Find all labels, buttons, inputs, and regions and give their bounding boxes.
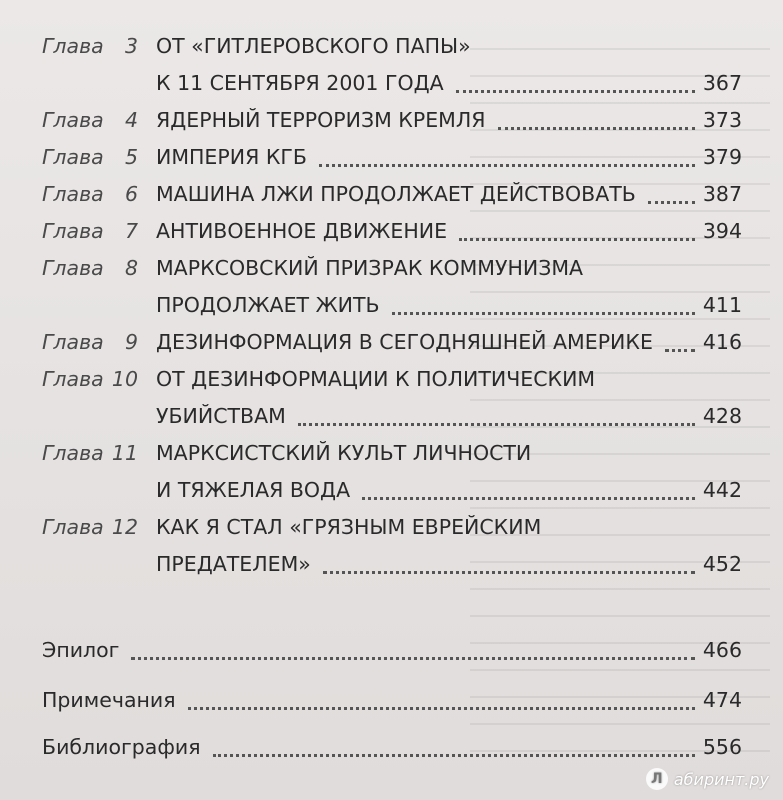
chapter-title-line (156, 287, 742, 324)
toc-chapter-entry[interactable] (42, 139, 742, 176)
chapter-label: Глава (42, 219, 104, 243)
back-matter-line (42, 682, 742, 719)
chapter-title: МАШИНА ЛЖИ ПРОДОЛЖАЕТ ДЕЙСТВОВАТЬ (156, 182, 636, 206)
dot-leader (213, 753, 695, 757)
dot-leader (188, 706, 695, 710)
chapter-number: 8 (124, 256, 138, 280)
toc-back-matter-entry[interactable] (42, 729, 742, 766)
labirint-logo-icon: Л (646, 768, 668, 790)
chapter-title-line (156, 250, 742, 287)
chapter-label: Глава (42, 34, 104, 58)
chapter-label: Глава (42, 441, 104, 465)
dot-leader (498, 126, 695, 130)
back-matter-line (42, 632, 742, 669)
page-number: 387 (702, 182, 742, 206)
toc-entry-row (42, 729, 742, 766)
chapter-title-line (156, 435, 742, 472)
chapter-title: ИМПЕРИЯ КГБ (156, 145, 307, 169)
toc-entry-row (42, 250, 742, 287)
toc-chapter-entry[interactable] (42, 324, 742, 361)
chapter-title-line (156, 324, 742, 361)
chapter-label: Глава (42, 108, 104, 132)
chapter-label: Глава (42, 256, 104, 280)
chapter-title-line (156, 472, 742, 509)
chapter-title: МАРКСОВСКИЙ ПРИЗРАК КОММУНИЗМА (156, 256, 584, 280)
chapter-title: И ТЯЖЕЛАЯ ВОДА (156, 478, 351, 502)
toc-entry-row (42, 632, 742, 669)
dot-leader (648, 200, 695, 204)
chapter-title-line (156, 176, 742, 213)
chapter-title: ПРЕДАТЕЛЕМ» (156, 552, 311, 576)
toc-chapter-entry[interactable] (42, 250, 742, 324)
toc-entry-row (42, 682, 742, 719)
labirint-watermark (646, 768, 769, 790)
toc-chapter-entry[interactable] (42, 102, 742, 139)
chapter-title: МАРКСИСТСКИЙ КУЛЬТ ЛИЧНОСТИ (156, 441, 532, 465)
toc-entry-row (42, 28, 742, 65)
chapter-title-line (156, 398, 742, 435)
chapter-title: УБИЙСТВАМ (156, 404, 286, 428)
chapter-number: 5 (124, 145, 138, 169)
chapter-number: 6 (124, 182, 138, 206)
back-matter-line (42, 729, 742, 766)
dot-leader (362, 496, 695, 500)
back-matter-title: Примечания (42, 688, 176, 712)
chapter-number: 7 (124, 219, 138, 243)
toc-entry-row (42, 398, 742, 435)
page-number: 428 (702, 404, 742, 428)
toc-chapter-entry[interactable] (42, 213, 742, 250)
chapter-number: 9 (124, 330, 138, 354)
dot-leader (459, 237, 695, 241)
page-number: 394 (702, 219, 742, 243)
toc-chapter-entry[interactable] (42, 435, 742, 509)
toc-entry-row (42, 435, 742, 472)
page-number: 379 (702, 145, 742, 169)
chapter-title-line (156, 102, 742, 139)
chapter-title: ДЕЗИНФОРМАЦИЯ В СЕГОДНЯШНЕЙ АМЕРИКЕ (156, 330, 653, 354)
page-number: 416 (702, 330, 742, 354)
dot-leader (456, 89, 695, 93)
chapter-title: ЯДЕРНЫЙ ТЕРРОРИЗМ КРЕМЛЯ (156, 108, 486, 132)
chapter-title-line (156, 509, 742, 546)
toc-entry-row (42, 287, 742, 324)
chapter-title-line (156, 65, 742, 102)
page-number: 452 (702, 552, 742, 576)
back-matter-title: Эпилог (42, 638, 120, 662)
toc-entry-row (42, 546, 742, 583)
toc-entry-row (42, 509, 742, 546)
toc-chapter-entry[interactable] (42, 361, 742, 435)
chapter-label: Глава (42, 182, 104, 206)
chapter-title-line (156, 546, 742, 583)
chapter-label: Глава (42, 330, 104, 354)
toc-entry-row (42, 472, 742, 509)
toc-entry-row (42, 176, 742, 213)
page-number: 466 (702, 638, 742, 662)
toc-chapter-entry[interactable] (42, 176, 742, 213)
page-number: 411 (702, 293, 742, 317)
chapter-title: КАК Я СТАЛ «ГРЯЗНЫМ ЕВРЕЙСКИМ (156, 515, 542, 539)
dot-leader (298, 422, 695, 426)
chapter-label: Глава (42, 145, 104, 169)
chapter-number: 10 (111, 367, 138, 391)
toc-entry-row (42, 361, 742, 398)
chapter-number: 11 (111, 441, 138, 465)
chapter-label: Глава (42, 367, 104, 391)
toc-back-matter-entry[interactable] (42, 682, 742, 719)
page-number: 556 (702, 735, 742, 759)
toc-back-matter-entry[interactable] (42, 632, 742, 669)
page-number: 373 (702, 108, 742, 132)
chapter-title-line (156, 139, 742, 176)
page-number: 442 (702, 478, 742, 502)
dot-leader (392, 311, 695, 315)
chapter-title-line (156, 213, 742, 250)
watermark-text: абиринт.ру (673, 769, 769, 789)
toc-chapter-entry[interactable] (42, 509, 742, 583)
toc-chapter-entry[interactable] (42, 28, 742, 102)
chapter-title-line (156, 361, 742, 398)
page-number: 474 (702, 688, 742, 712)
toc-entry-row (42, 213, 742, 250)
back-matter-title: Библиография (42, 735, 201, 759)
page-number: 367 (702, 71, 742, 95)
chapter-number: 3 (124, 34, 138, 58)
dot-leader (323, 570, 695, 574)
chapter-title: ОТ «ГИТЛЕРОВСКОГО ПАПЫ» (156, 34, 471, 58)
chapter-title: К 11 СЕНТЯБРЯ 2001 ГОДА (156, 71, 444, 95)
chapter-title-line (156, 28, 742, 65)
dot-leader (319, 163, 695, 167)
toc-entry-row (42, 102, 742, 139)
toc-entry-row (42, 324, 742, 361)
dot-leader (665, 348, 695, 352)
chapter-title: ОТ ДЕЗИНФОРМАЦИИ К ПОЛИТИЧЕСКИМ (156, 367, 596, 391)
chapter-label: Глава (42, 515, 104, 539)
chapter-number: 4 (124, 108, 138, 132)
chapter-title: ПРОДОЛЖАЕТ ЖИТЬ (156, 293, 380, 317)
dot-leader (131, 656, 694, 660)
chapter-title: АНТИВОЕННОЕ ДВИЖЕНИЕ (156, 219, 448, 243)
chapter-number: 12 (111, 515, 138, 539)
toc-entry-row (42, 139, 742, 176)
toc-entry-row (42, 65, 742, 102)
